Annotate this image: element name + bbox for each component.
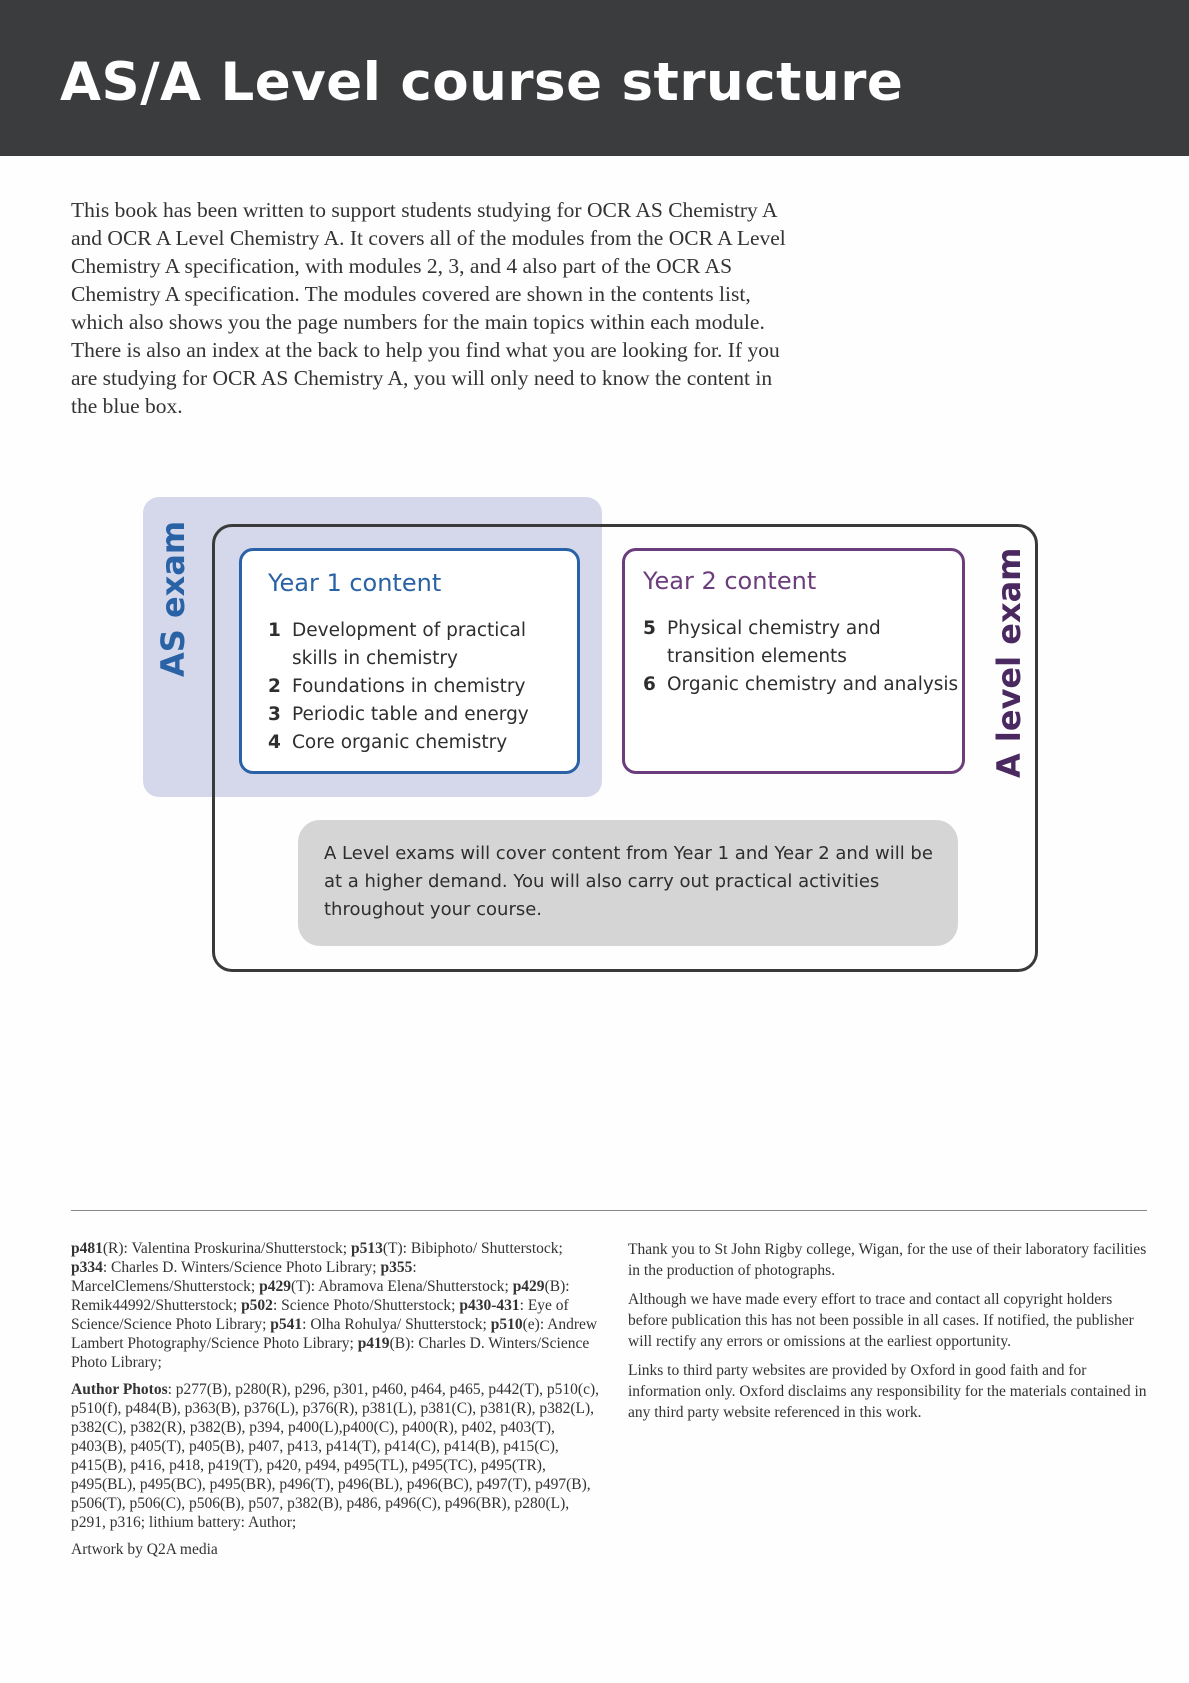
year-1-content-box: [239, 548, 580, 774]
module-number: 1: [268, 620, 281, 641]
module-item: [268, 729, 552, 757]
module-item: [268, 617, 552, 673]
module-title: Core organic chemistry: [292, 732, 508, 753]
module-item: [643, 671, 958, 699]
acknowledgement-text: Links to third party websites are provided by Oxford in good faith and for information only. Oxford disclaims any responsibility for the materials contained in any third party website referenced in this work.: [628, 1362, 1147, 1421]
module-number: 4: [268, 732, 281, 753]
intro-text: This book has been written to support students studying for OCR AS Chemistry A and OCR A Level Chemistry A. It covers all of the modules from the OCR A Level Chemistry A specification, with modules 2, 3, and 4 also part of the OCR AS Chemistry A specification. The modules covered are shown in the contents list, which also shows you the page numbers for the main topics within each module. There is also an index at the back to help you find what you are looking for. If you are studying for OCR AS Chemistry A, you will only need to know the content in the blue box.: [71, 198, 786, 418]
module-title: Periodic table and energy: [292, 704, 529, 725]
acknowledgement-text: Although we have made every effort to trace and contact all copyright holders before publication this has not been possible in all cases. If notified, the publisher will rectify any errors or omissions at the earliest opportunity.: [628, 1291, 1134, 1350]
intro-paragraph: [71, 196, 801, 420]
picture-credits: [71, 1239, 601, 1567]
module-number: 2: [268, 676, 281, 697]
divider: [71, 1210, 1147, 1211]
a-level-note: A Level exams will cover content from Year 1 and Year 2 and will be at a higher demand. You will also carry out practical activities throughout your course.: [298, 820, 958, 946]
module-title: Organic chemistry and analysis: [667, 674, 959, 695]
module-item: [268, 673, 552, 701]
photo-credit-list: p481(R): Valentina Proskurina/Shutterstock; p513(T): Bibiphoto/ Shutterstock; p334: Charles D. Winters/Science Photo Library; p355: MarcelClemens/Shutterstock; p429(T): Abramova Elena/Shutterstock; p429(B): Remik44992/Shutterstock; p502: Science Photo/Shutterstock; p430-431: Eye of Science/Science Photo Library; p541: Olha Rohulya/ Shutterstock; p510(e): Andrew Lambert Photography/Science Photo Library; p419(B): Charles D. Winters/Science Photo Library;: [71, 1240, 598, 1371]
page-header: [0, 0, 1189, 156]
author-photos-credit: Author Photos: p277(B), p280(R), p296, p301, p460, p464, p465, p442(T), p510(c), p510(f), p484(B), p363(B), p376(L), p376(R), p381(L), p381(C), p381(R), p382(L), p382(C), p382(R), p382(B), p394, p400(L),p400(C), p400(R), p402, p403(T), p403(B), p405(T), p405(B), p407, p413, p414(T), p414(C), p414(B), p415(C), p415(B), p416, p418, p419(T), p420, p494, p495(TL), p495(TC), p495(TR), p495(BL), p495(BC), p495(BR), p496(T), p496(BL), p496(BC), p497(T), p497(B), p506(T), p506(C), p506(B), p507, p382(B), p486, p496(C), p496(BR), p280(L), p291, p316; lithium battery: Author;: [71, 1381, 599, 1531]
module-number: 3: [268, 704, 281, 725]
year-1-title: Year 1 content: [268, 569, 442, 597]
module-item: [643, 615, 958, 671]
page-title: AS/A Level course structure: [60, 52, 904, 113]
year-2-module-list: [643, 615, 958, 699]
acknowledgement-text: Thank you to St John Rigby college, Wigan, for the use of their laboratory facilities in the production of photographs.: [628, 1241, 1147, 1279]
year-1-module-list: [268, 617, 552, 757]
module-title: Development of practical skills in chemistry: [292, 620, 527, 669]
acknowledgements: [628, 1239, 1148, 1431]
artwork-credit: Artwork by Q2A media: [71, 1541, 218, 1558]
a-level-exam-label: A level exam: [990, 547, 1028, 778]
module-number: 5: [643, 618, 656, 639]
module-number: 6: [643, 674, 656, 695]
year-2-title: Year 2 content: [643, 567, 817, 595]
year-2-content-box: [622, 548, 965, 774]
module-item: [268, 701, 552, 729]
module-title: Foundations in chemistry: [292, 676, 526, 697]
as-exam-label: AS exam: [154, 520, 192, 677]
module-title: Physical chemistry and transition elements: [667, 618, 881, 667]
